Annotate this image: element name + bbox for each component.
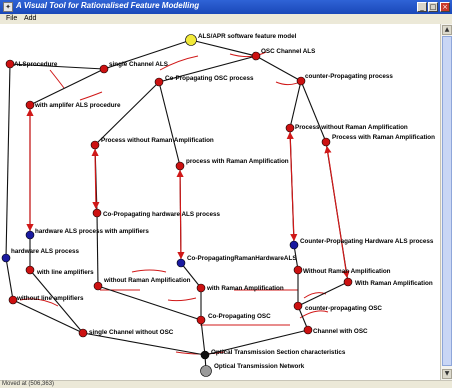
app-icon[interactable]: ✦: [3, 2, 13, 12]
node-copropagating-osc[interactable]: [155, 78, 163, 86]
label-als-procedure: ALSprocedure: [14, 61, 58, 68]
node-als-procedure[interactable]: [6, 60, 14, 68]
minimize-button[interactable]: _: [417, 2, 427, 12]
require-arrow: [327, 147, 347, 277]
label-with-raman: with Raman Amplification: [207, 285, 284, 292]
feature-model-diagram[interactable]: [0, 24, 440, 380]
label-copropagating-hw: Co-Propagating hardware ALS process: [103, 211, 220, 218]
scroll-down-arrow-icon[interactable]: ▼: [442, 369, 452, 379]
status-bar: [0, 380, 452, 388]
node-hw-process[interactable]: [2, 254, 10, 262]
node-osc-channel[interactable]: [252, 52, 260, 60]
label-ots: Optical Transmission Section characteristics: [211, 349, 346, 356]
node-proc-without-raman-2[interactable]: [286, 124, 294, 132]
label-amplifier-procedure: with amplifer ALS procedure: [35, 102, 121, 109]
title-bar: [0, 0, 452, 14]
window-title: A Visual Tool for Rationalised Feature Modelling: [16, 1, 200, 10]
node-hw-with-amps[interactable]: [26, 231, 34, 239]
edge: [290, 81, 301, 128]
constraint-arc: [132, 270, 166, 272]
node-copropagating-raman-hw[interactable]: [177, 259, 185, 267]
constraint-arc: [168, 298, 196, 301]
label-without-line-amps: without line amplifiers: [17, 295, 84, 302]
vertical-scrollbar[interactable]: [440, 24, 452, 380]
node-counter-hw[interactable]: [290, 241, 298, 249]
scroll-thumb[interactable]: [442, 36, 452, 366]
edge: [159, 82, 180, 166]
node-ots[interactable]: [201, 351, 209, 359]
edge: [6, 258, 13, 300]
node-with-line-amps[interactable]: [26, 266, 34, 274]
node-channel-with-osc[interactable]: [304, 326, 312, 334]
constraint-arcs: [20, 52, 328, 354]
edge: [6, 64, 10, 258]
label-counter-hw: Counter-Propagating Hardware ALS process: [300, 238, 434, 245]
node-single-without-osc[interactable]: [79, 329, 87, 337]
label-process-with-raman: process with Raman Amplification: [186, 158, 289, 165]
edge: [301, 81, 326, 142]
label-otn: Optical Transmission Network: [214, 363, 305, 370]
constraint-arc: [304, 293, 326, 298]
menu-add[interactable]: Add: [24, 15, 37, 22]
label-with-line-amps: with line amplifiers: [37, 269, 94, 276]
edge: [191, 40, 256, 56]
label-proc-without-raman-2: Process without Raman Amplification: [295, 124, 408, 131]
node-counter-osc[interactable]: [297, 77, 305, 85]
label-root: ALS/APR software feature model: [198, 33, 297, 40]
edge: [298, 282, 348, 306]
node-co-osc[interactable]: [197, 316, 205, 324]
edge: [97, 213, 98, 286]
label-without-raman-2: Without Raman Amplification: [303, 268, 391, 275]
node-counter-osc-2[interactable]: [294, 302, 302, 310]
label-proc-with-raman: Process with Raman Amplification: [332, 134, 435, 141]
status-text: Moved at (506,363): [2, 381, 55, 387]
edge: [83, 333, 205, 355]
require-arrow: [290, 133, 294, 240]
edge: [13, 300, 83, 333]
node-without-raman-2[interactable]: [294, 266, 302, 274]
menu-file[interactable]: File: [6, 15, 18, 22]
maximize-button[interactable]: □: [429, 3, 437, 11]
label-co-osc: Co-Propagating OSC: [208, 313, 271, 320]
tree-edges: [6, 40, 348, 371]
node-amplifier-procedure[interactable]: [26, 101, 34, 109]
label-osc-channel: OSC Channel ALS: [261, 48, 316, 55]
label-single-channel: single Channel ALS: [109, 61, 168, 68]
node-copropagating-hw[interactable]: [93, 209, 101, 217]
edge: [30, 69, 104, 105]
diagram-canvas[interactable]: [0, 24, 440, 380]
close-button[interactable]: ×: [440, 2, 450, 12]
node-otn[interactable]: [201, 366, 212, 377]
edge: [256, 56, 301, 81]
label-with-raman-2: With Raman Amplification: [355, 280, 433, 287]
node-without-raman[interactable]: [94, 282, 102, 290]
edge: [98, 286, 201, 320]
constraint-arc: [80, 92, 102, 100]
label-channel-with-osc: Channel with OSC: [313, 328, 368, 335]
edge: [95, 82, 159, 145]
label-copropagating-osc: Co-Propagating OSC process: [165, 75, 254, 82]
node-without-line-amps[interactable]: [9, 296, 17, 304]
label-proc-without-raman: Process without Raman Amplification: [101, 137, 214, 144]
label-copropagating-raman-hw: Co-PropagatingRamanHardwareALS: [187, 255, 297, 262]
label-without-raman: without Raman Amplification: [104, 277, 191, 284]
label-single-without-osc: single Channel without OSC: [89, 329, 174, 336]
menu-bar: [0, 14, 452, 24]
node-process-with-raman[interactable]: [176, 162, 184, 170]
node-with-raman-2[interactable]: [344, 278, 352, 286]
label-hw-with-amps: hardware ALS process with amplifiers: [35, 228, 149, 235]
node-with-raman[interactable]: [197, 284, 205, 292]
constraint-arc: [50, 70, 64, 88]
node-root[interactable]: [186, 35, 197, 46]
node-proc-with-raman[interactable]: [322, 138, 330, 146]
edge: [181, 263, 201, 288]
node-proc-without-raman[interactable]: [91, 141, 99, 149]
label-counter-osc: counter-Propagating process: [305, 73, 393, 80]
label-counter-osc-2: counter-propagating OSC: [305, 305, 382, 312]
node-single-channel[interactable]: [100, 65, 108, 73]
scroll-up-arrow-icon[interactable]: ▲: [442, 25, 452, 35]
label-hw-process: hardware ALS process: [11, 248, 80, 255]
